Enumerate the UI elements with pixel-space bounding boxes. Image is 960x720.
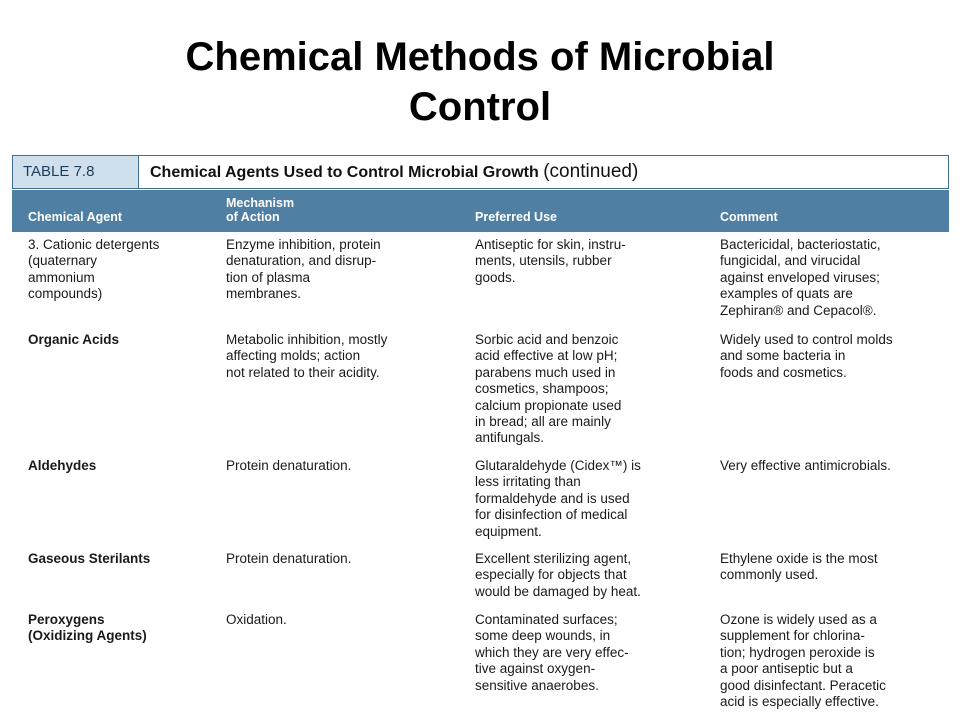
cell-agent: Peroxygens (Oxidizing Agents) [28, 612, 147, 644]
table-header-row [12, 190, 949, 232]
table-number: TABLE 7.8 [13, 156, 139, 188]
cell-use: Excellent sterilizing agent, especially for objects that would be damaged by heat. [475, 551, 641, 599]
cell-mechanism: Metabolic inhibition, mostly affecting molds; action not related to their acidity. [226, 332, 388, 380]
cell-mechanism: Protein denaturation. [226, 551, 352, 566]
cell-agent: Gaseous Sterilants [28, 551, 151, 566]
table-caption-bar [12, 155, 949, 189]
cell-mechanism: Protein denaturation. [226, 458, 352, 473]
chemical-agents-table [12, 155, 949, 720]
column-header-agent: Chemical Agent [28, 210, 123, 224]
table-title-suffix: (continued) [543, 161, 639, 182]
column-header-mechanism [226, 196, 294, 224]
slide-title-line-1: Chemical Methods of Microbial [185, 35, 775, 79]
cell-mechanism: Enzyme inhibition, protein denaturation, and disrup- tion of plasma membranes. [226, 237, 381, 302]
cell-use: Contaminated surfaces; some deep wounds, in which they are very effec- tive against oxygen- sensitive anaerobes. [475, 612, 629, 693]
cell-mechanism: Oxidation. [226, 612, 287, 627]
table-title [150, 156, 638, 188]
cell-comment: Ethylene oxide is the most commonly used. [720, 551, 878, 583]
cell-agent: Aldehydes [28, 458, 97, 473]
slide-title-line-2: Control [408, 85, 552, 129]
cell-comment: Widely used to control molds and some bacteria in foods and cosmetics. [720, 332, 893, 380]
cell-comment: Ozone is widely used as a supplement for chlorina- tion; hydrogen peroxide is a poor antiseptic but a good disinfectant. Peracetic acid is especially effective. [720, 612, 886, 710]
column-header-use: Preferred Use [475, 210, 557, 224]
table-title-text: Chemical Agents Used to Control Microbial Growth [150, 164, 539, 181]
cell-use: Glutaraldehyde (Cidex™) is less irritating than formaldehyde and is used for disinfection of medical equipment. [475, 458, 641, 539]
column-header-mechanism-line-1: Mechanism [226, 196, 295, 210]
cell-agent: Organic Acids [28, 332, 120, 347]
column-header-comment: Comment [720, 210, 778, 224]
cell-comment: Bactericidal, bacteriostatic, fungicidal, and virucidal against enveloped viruses; examples of quats are Zephiran® and Cepacol®. [720, 237, 881, 318]
column-header-mechanism-line-2: of Action [226, 210, 280, 224]
cell-agent: 3. Cationic detergents (quaternary ammonium compounds) [28, 237, 160, 302]
cell-use: Antiseptic for skin, instru- ments, utensils, rubber goods. [475, 237, 626, 285]
slide-title [0, 32, 960, 132]
cell-use: Sorbic acid and benzoic acid effective at low pH; parabens much used in cosmetics, shampoos; calcium propionate used in bread; all are mainly antifungals. [475, 332, 622, 446]
cell-comment: Very effective antimicrobials. [720, 458, 891, 473]
